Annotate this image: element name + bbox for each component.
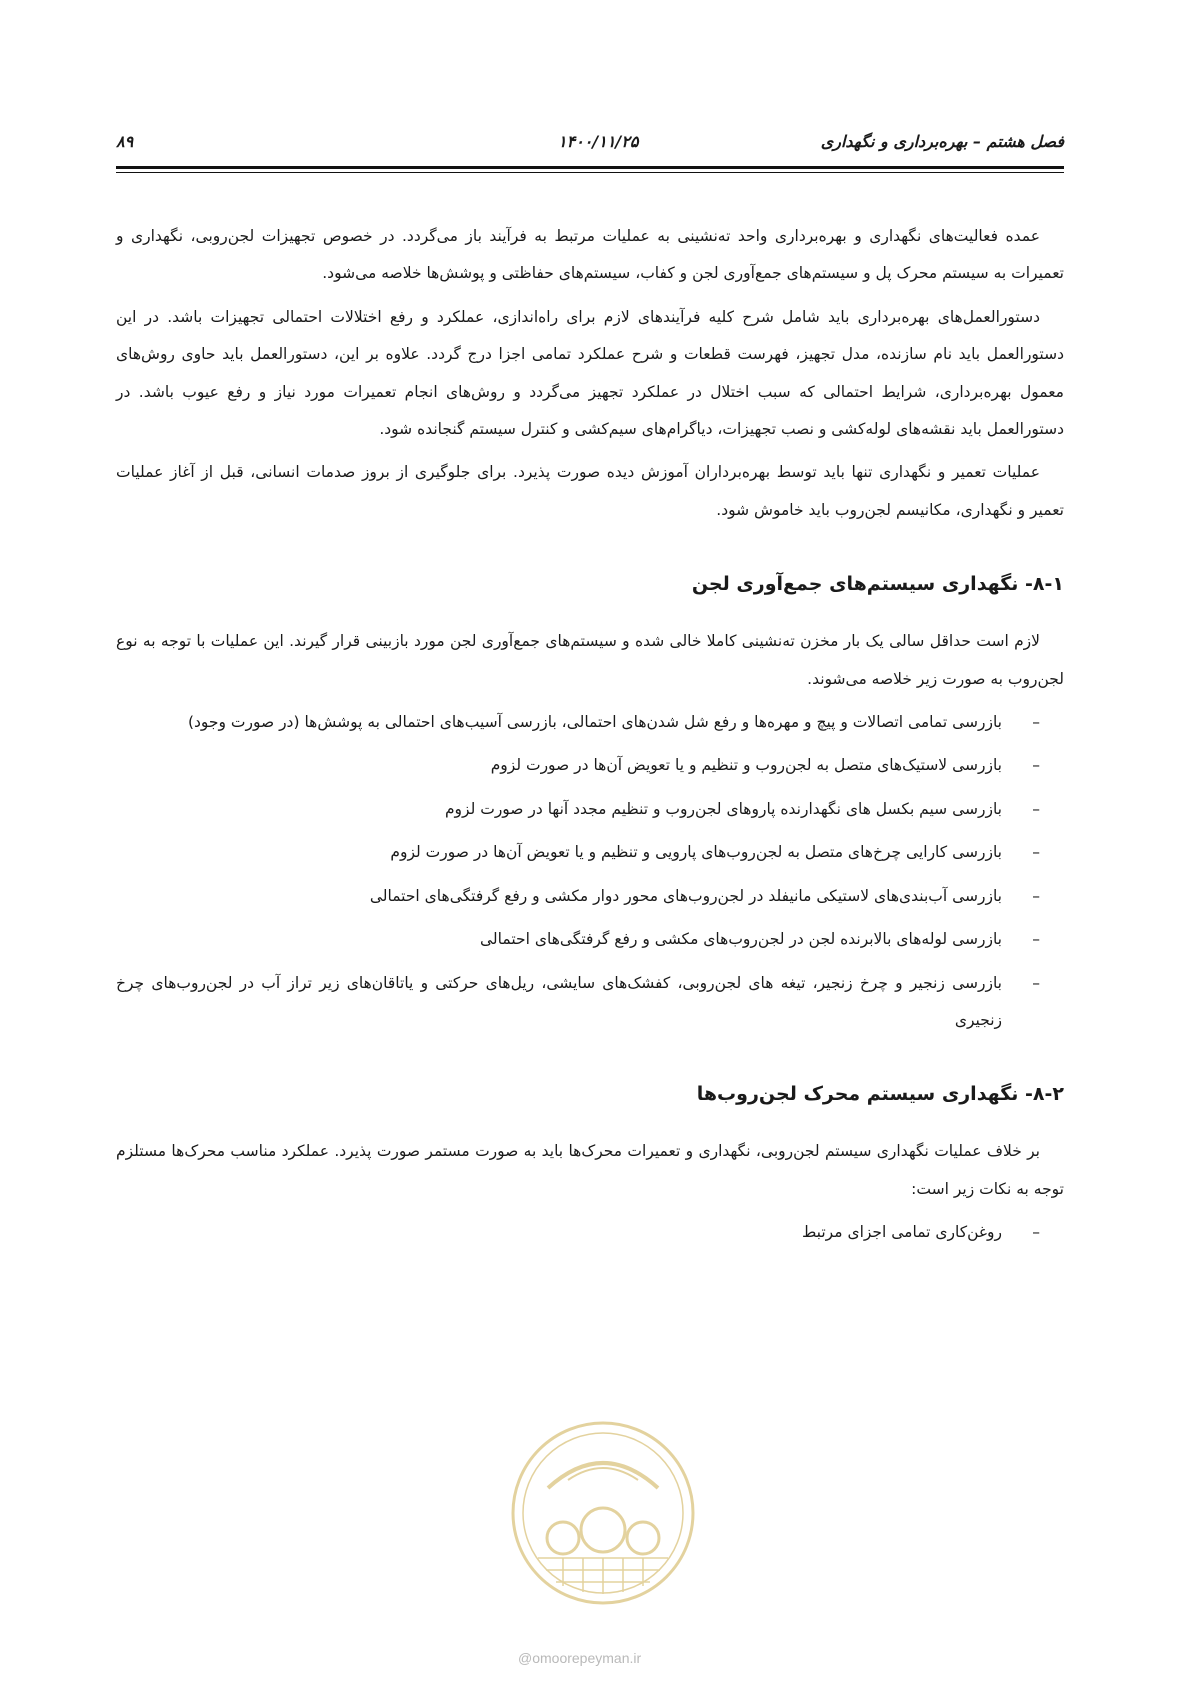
- list-item-text: بازرسی آب‌بندی‌های لاستیکی مانیفلد در لجن‌روب‌های محور دوار مکشی و رفع گرفتگی‌های احتمالی: [369, 886, 1002, 905]
- list-item-text: روغن‌کاری تمامی اجزای مرتبط: [801, 1223, 1002, 1242]
- body-paragraph: عمده فعالیت‌های نگهداری و بهره‌برداری واحد ته‌نشینی به عملیات مرتبط به فرآیند باز می‌گردد. در خصوص تجهیزات لجن‌روبی، نگهداری و تعمیرات به سیستم محرک پل و سیستم‌های جمع‌آوری لجن و کفاب، سیستم‌های حفاظتی و پوشش‌ها خلاصه می‌شود.: [116, 227, 1064, 283]
- section-heading-1: ۸-۱- نگهداری سیستم‌های جمع‌آوری لجن: [691, 573, 1064, 596]
- section-1-intro: لازم است حداقل سالی یک بار مخزن ته‌نشینی کاملا خالی شده و سیستم‌های جمع‌آوری لجن مورد بازبینی قرار گیرند. این عملیات با توجه به نوع لجن‌روب به صورت زیر خلاصه می‌شوند.: [116, 632, 1064, 688]
- header-date: ۱۴۰۰/۱۱/۲۵: [558, 132, 639, 151]
- body-paragraph: دستورالعمل‌های بهره‌برداری باید شامل شرح کلیه فرآیندهای لازم برای راه‌اندازی، عملکرد و رفع اختلالات احتمالی تجهیزات باشد. در این دستورالعمل باید نام سازنده، مدل تجهیز، فهرست قطعات و شرح عملکرد تمامی اجزا درج گردد. علاوه بر این، دستورالعمل باید حاوی روش‌های معمول بهره‌برداری، شرایط احتمالی که سبب اختلال در عملکرد تجهیز می‌گردد و روش‌های انجام تعمیرات مورد نیاز و رفع عیوب باشد. در دستورالعمل باید نقشه‌های لوله‌کشی و نصب تجهیزات، دیاگرام‌های سیم‌کشی و کنترل سیستم گنجانده شود.: [116, 307, 1064, 439]
- page-content: [116, 218, 1064, 1258]
- list-item: [116, 834, 1064, 871]
- body-paragraph: عملیات تعمیر و نگهداری تنها باید توسط بهره‌برداران آموزش دیده صورت پذیرد. برای جلوگیری از بروز صدمات انسانی، قبل از آغاز عملیات تعمیر و نگهداری، مکانیسم لجن‌روب باید خاموش شود.: [116, 463, 1064, 519]
- list-item-text: بازرسی لوله‌های بالابرنده لجن در لجن‌روب‌های مکشی و رفع گرفتگی‌های احتمالی: [480, 930, 1002, 949]
- chapter-title: فصل هشتم – بهره‌برداری و نگهداری: [820, 132, 1064, 151]
- section-1-bullet-list: [116, 704, 1064, 1039]
- list-item: [116, 747, 1064, 784]
- section-2-intro: بر خلاف عملیات نگهداری سیستم لجن‌روبی، نگهداری و تعمیرات محرک‌ها باید به صورت مستمر صورت پذیرد. عملکرد مناسب محرک‌ها مستلزم توجه به نکات زیر است:: [116, 1142, 1064, 1198]
- running-header: [116, 128, 1064, 160]
- section-2-bullet-list: [116, 1214, 1064, 1251]
- list-item-text: بازرسی تمامی اتصالات و پیچ و مهره‌ها و رفع شل شدن‌های احتمالی، بازرسی آسیب‌های احتمالی به پوشش‌ها (در صورت وجود): [187, 713, 1002, 732]
- page-number: ۸۹: [116, 132, 134, 151]
- dash-bullet: –: [1032, 799, 1040, 818]
- list-item: [116, 965, 1064, 1040]
- list-item-text: بازرسی لاستیک‌های متصل به لجن‌روب و تنظیم و یا تعویض آن‌ها در صورت لزوم: [490, 756, 1002, 775]
- list-item: [116, 878, 1064, 915]
- header-rule-thin: [116, 172, 1064, 173]
- list-item-text: بازرسی زنجیر و چرخ زنجیر، تیغه های لجن‌روبی، کفشک‌های سایشی، ریل‌های حرکتی و یاتاقان‌های زیر تراز آب در لجن‌روب‌های چرخ زنجیری: [116, 973, 1002, 1029]
- dash-bullet: –: [1032, 756, 1040, 775]
- dash-bullet: –: [1032, 973, 1040, 992]
- header-rule-thick: [116, 166, 1064, 169]
- list-item-text: بازرسی کارایی چرخ‌های متصل به لجن‌روب‌های پارویی و تنظیم و یا تعویض آن‌ها در صورت لزوم: [390, 843, 1002, 862]
- list-item: [116, 704, 1064, 741]
- watermark-url: @omoorepeyman.ir: [518, 1650, 642, 1666]
- dash-bullet: –: [1032, 713, 1040, 732]
- section-heading-2: ۸-۲- نگهداری سیستم محرک لجن‌روب‌ها: [696, 1083, 1064, 1106]
- dash-bullet: –: [1032, 1223, 1040, 1242]
- list-item-text: بازرسی سیم بکسل های نگهدارنده پاروهای لجن‌روب و تنظیم مجدد آنها در صورت لزوم: [444, 799, 1002, 818]
- list-item: [116, 1214, 1064, 1251]
- dash-bullet: –: [1032, 930, 1040, 949]
- list-item: [116, 921, 1064, 958]
- list-item: [116, 791, 1064, 828]
- publisher-seal-logo: [508, 1418, 698, 1608]
- dash-bullet: –: [1032, 886, 1040, 905]
- dash-bullet: –: [1032, 843, 1040, 862]
